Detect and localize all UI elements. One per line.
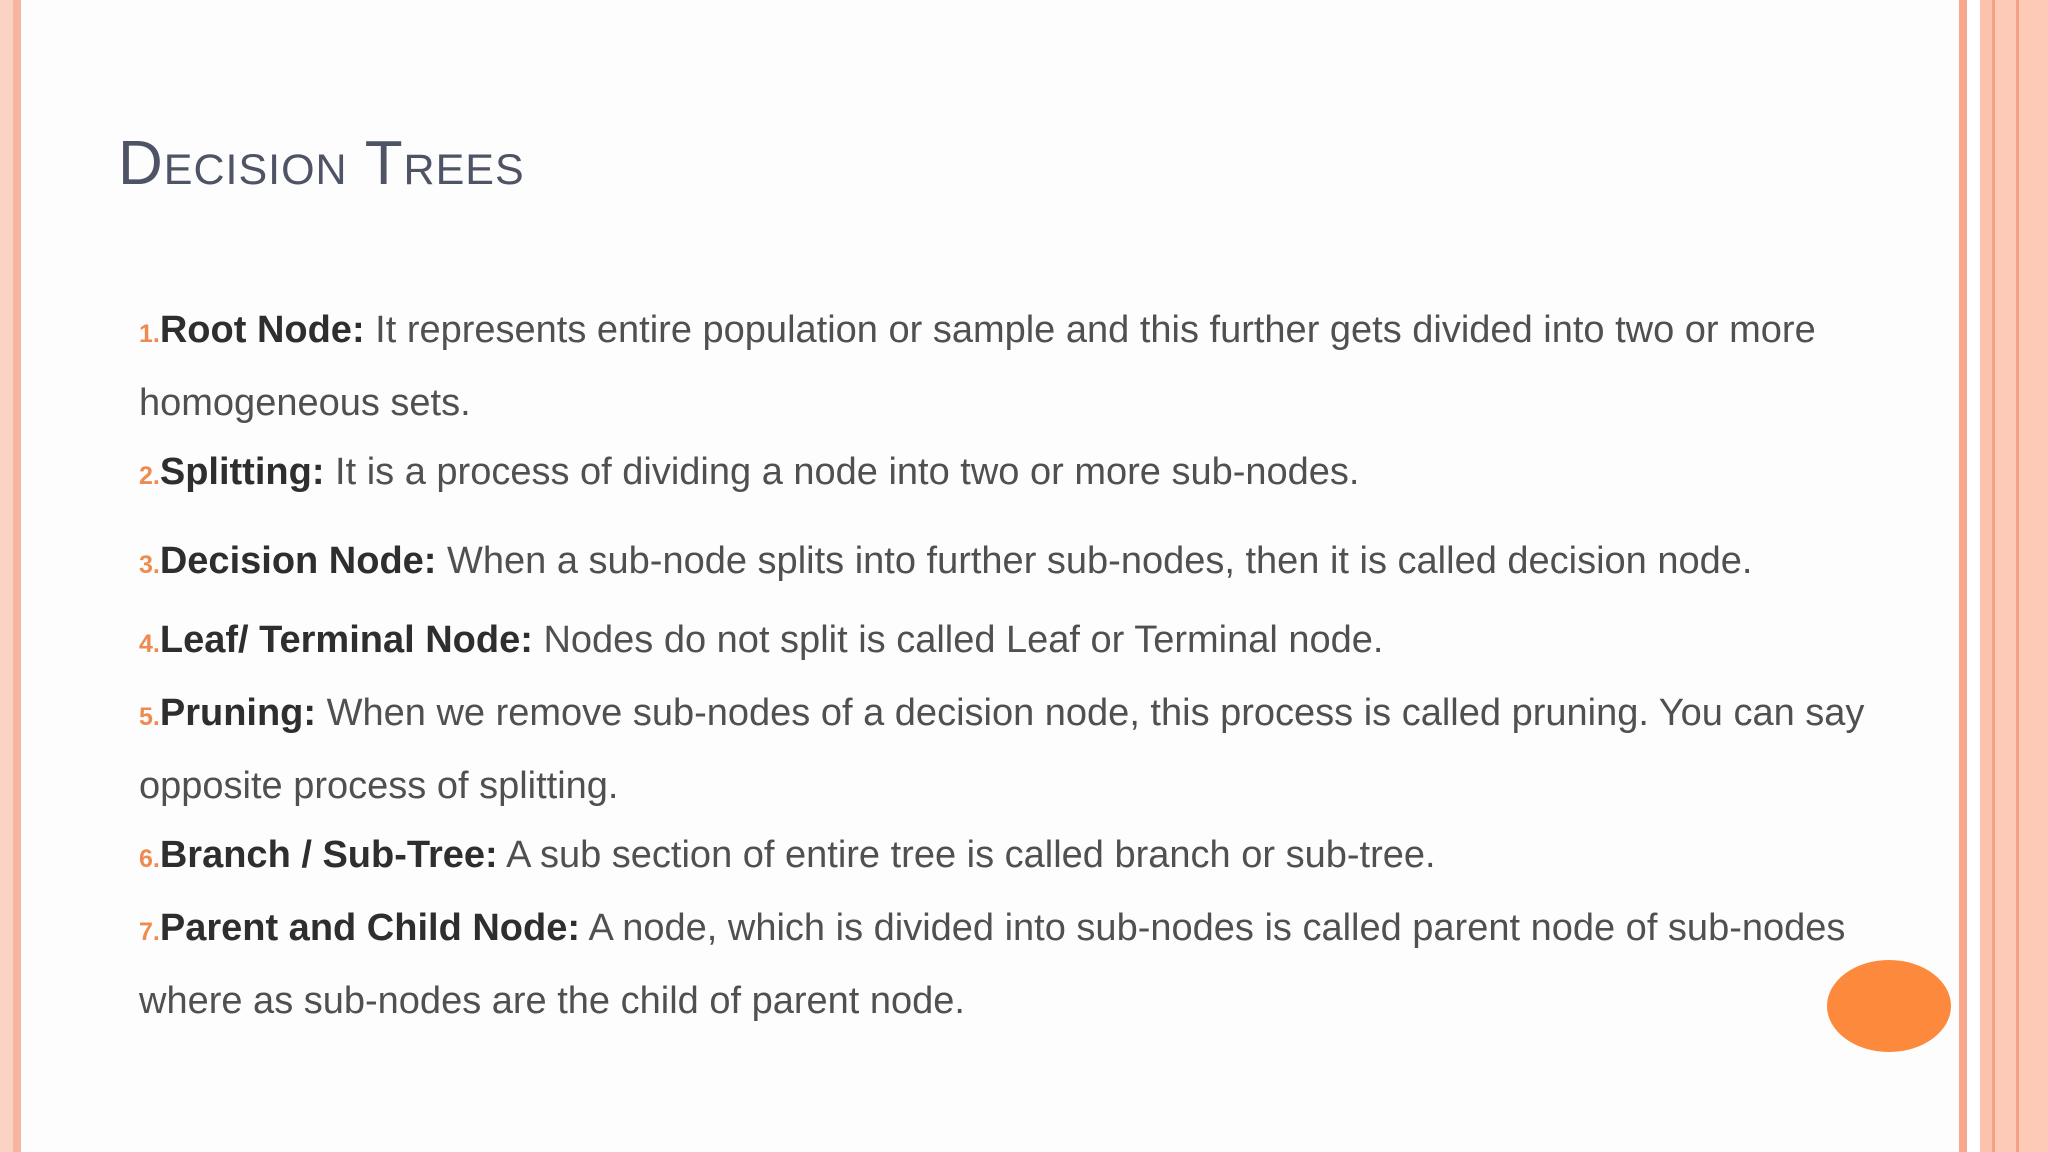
item-description: It represents entire population or sample and this further gets divided into two or more homogeneous sets. [139,309,1816,424]
list-item-decision-node [139,527,1899,600]
item-number: 2. [139,462,160,490]
item-number: 4. [139,630,160,658]
item-description: It is a process of dividing a node into two or more sub-nodes. [324,451,1360,493]
item-number: 1. [139,320,160,348]
item-term: Decision Node: [159,540,437,582]
item-description: A node, which is divided into sub-nodes is called parent node of sub-nodes where as sub-nodes are the child of parent node. [139,907,1846,1022]
right-border-stripe [1959,0,1967,1152]
list-item-branch [139,821,1899,894]
item-number: 5. [139,703,160,731]
item-term: Pruning: [159,692,317,734]
definition-list [139,296,1899,1036]
list-item-splitting [139,438,1899,511]
item-description: When we remove sub-nodes of a decision node, this process is called pruning. You can say opposite process of splitting. [139,692,1865,807]
slide-title: Decision Trees [118,129,525,198]
list-item-root-node [139,296,1899,438]
item-description: A sub section of entire tree is called branch or sub-tree. [497,834,1436,876]
item-number: 6. [139,845,160,873]
item-number: 7. [139,918,160,946]
left-border-stripe [0,0,13,1152]
list-item-leaf-node [139,606,1899,679]
list-item-parent-child [139,894,1899,1036]
item-description: Nodes do not split is called Leaf or Terminal node. [532,619,1384,661]
item-term: Splitting: [159,451,325,493]
right-border-stripe [2019,0,2048,1152]
list-item-pruning [139,679,1899,821]
decorative-orange-circle [1827,960,1951,1052]
item-term: Leaf/ Terminal Node: [159,619,533,661]
item-term: Parent and Child Node: [159,907,580,949]
item-number: 3. [139,551,160,579]
item-description: When a sub-node splits into further sub-nodes, then it is called decision node. [436,540,1753,582]
item-term: Root Node: [159,309,365,351]
left-border-stripe-inner [13,0,21,1152]
item-term: Branch / Sub-Tree: [159,834,498,876]
right-border-stripe [1995,0,2016,1152]
right-border-stripe [1980,0,1992,1152]
